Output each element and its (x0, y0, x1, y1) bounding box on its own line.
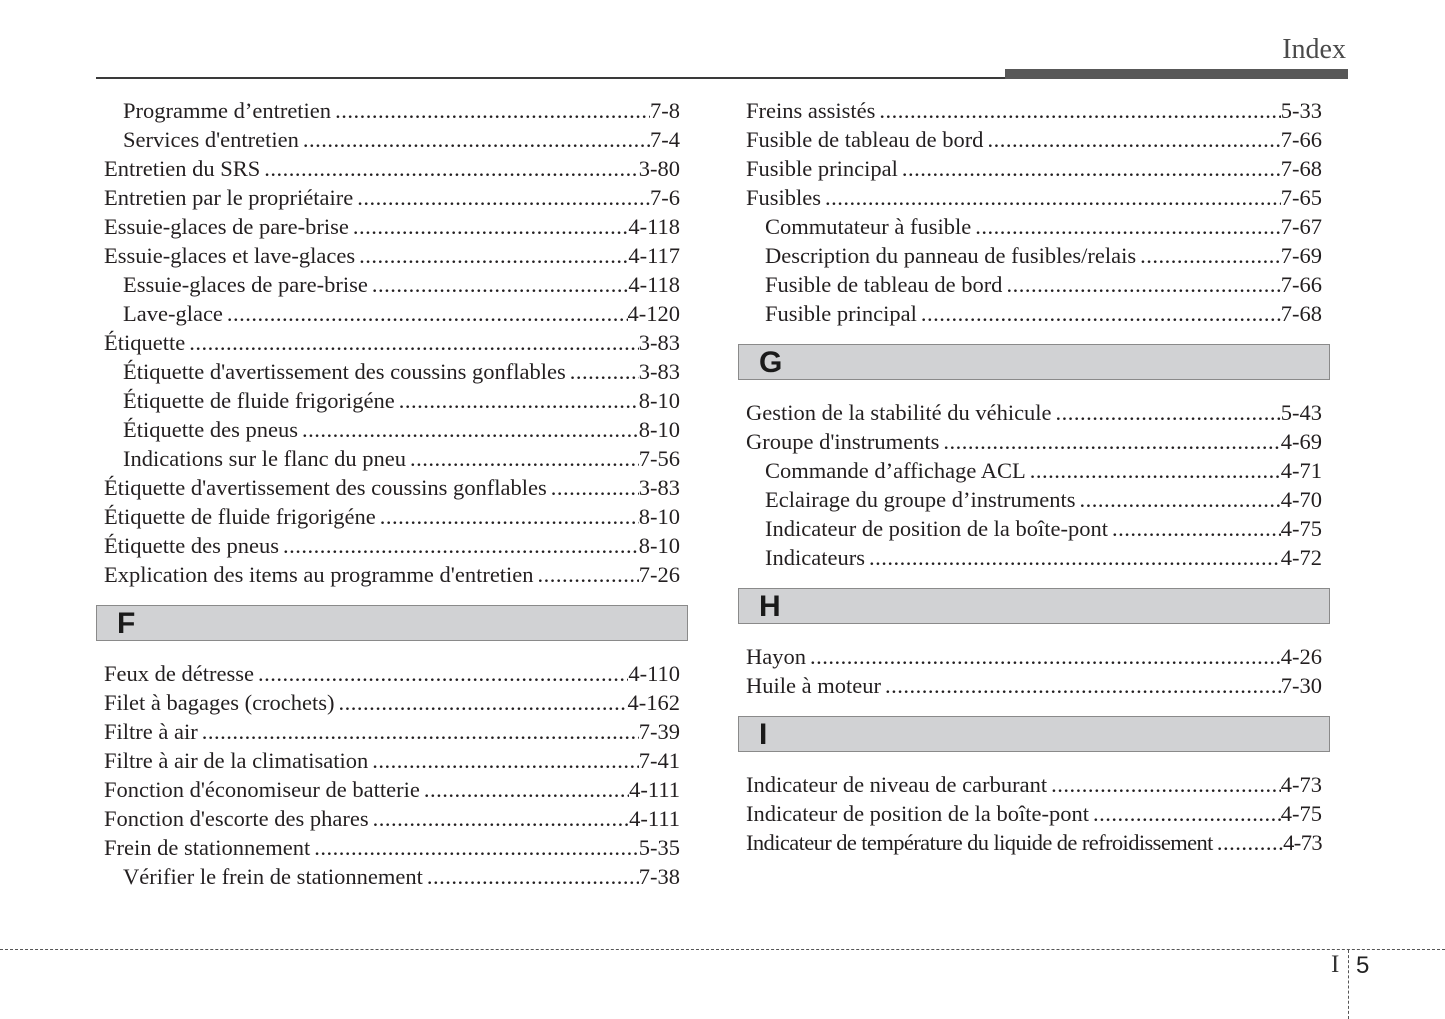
index-entry-page: 7-66 (1280, 127, 1322, 152)
dot-leader (372, 272, 628, 298)
index-entry (738, 516, 1330, 545)
index-entry-label: Fusible principal (765, 301, 917, 326)
index-column-right (738, 98, 1330, 859)
index-entry-label: Gestion de la stabilité du véhicule (746, 400, 1052, 425)
index-entry-page: 5-35 (638, 835, 680, 860)
index-entry-label: Commutateur à fusible (765, 214, 972, 239)
index-entry (738, 156, 1330, 185)
dot-leader (258, 661, 628, 687)
header-accent-bar (1005, 69, 1348, 79)
index-entry-page: 4-73 (1280, 772, 1322, 797)
index-entry (738, 644, 1330, 673)
index-entry-page: 3-80 (638, 156, 680, 181)
index-entry-label: Essuie-glaces de pare-brise (104, 214, 349, 239)
dot-leader (227, 301, 628, 327)
index-entry-page: 7-41 (638, 748, 680, 773)
index-entry-label: Fusible principal (746, 156, 898, 181)
index-entry-label: Fonction d'escorte des phares (104, 806, 369, 831)
index-entry (96, 475, 688, 504)
index-entry-label: Fonction d'économiseur de batterie (104, 777, 420, 802)
index-entry (96, 127, 688, 156)
index-entry (738, 673, 1330, 702)
index-entry-label: Indications sur le flanc du pneu (123, 446, 407, 471)
index-entry (96, 156, 688, 185)
header-rule (96, 77, 1006, 79)
dot-leader (869, 545, 1281, 571)
index-entry-page: 7-4 (650, 127, 680, 152)
index-entry (96, 446, 688, 475)
index-entry-label: Explication des items au programme d'entretien (104, 562, 534, 587)
index-entry (738, 301, 1330, 330)
index-entry-page: 4-162 (627, 690, 680, 715)
dot-leader (902, 156, 1281, 182)
index-entry-label: Essuie-glaces et lave-glaces (104, 243, 356, 268)
dot-leader (1140, 243, 1281, 269)
index-entry-label: Indicateurs (765, 545, 865, 570)
index-entry (738, 272, 1330, 301)
index-entry-page: 3-83 (638, 330, 680, 355)
dot-leader (283, 533, 639, 559)
index-entry (96, 504, 688, 533)
index-entry (96, 806, 688, 835)
section-header-h: H (738, 588, 1330, 624)
index-entry (96, 417, 688, 446)
dot-leader (1030, 458, 1281, 484)
index-entry (96, 835, 688, 864)
index-entry-page: 4-118 (628, 272, 680, 297)
index-entry-page: 4-120 (627, 301, 680, 326)
dot-leader (885, 673, 1281, 699)
dot-leader (314, 835, 639, 861)
index-entry-label: Indicateur de niveau de carburant (746, 772, 1048, 797)
index-entry-label: Groupe d'instruments (746, 429, 940, 454)
dot-leader (399, 388, 639, 414)
index-entry-page: 8-10 (638, 533, 680, 558)
index-entry-label: Entretien par le propriétaire (104, 185, 354, 210)
index-entry-page: 8-10 (638, 504, 680, 529)
index-entry-page: 7-69 (1280, 243, 1322, 268)
dot-leader (189, 330, 639, 356)
index-entry-label: Vérifier le frein de stationnement (123, 864, 423, 889)
dot-leader (1051, 772, 1281, 798)
index-entry-page: 7-67 (1280, 214, 1322, 239)
index-entry-label: Étiquette d'avertissement des coussins gonflables (123, 359, 566, 384)
index-entry-page: 7-39 (638, 719, 680, 744)
index-entry-label: Huile à moteur (746, 673, 881, 698)
footer-vertical-divider (1348, 950, 1349, 1019)
dot-leader (1217, 830, 1283, 856)
index-entry-page: 7-38 (638, 864, 680, 889)
entry-list (96, 661, 688, 893)
index-entry-page: 4-73 (1283, 830, 1322, 855)
dot-leader (410, 446, 639, 472)
dot-leader (303, 127, 650, 153)
page-header-title: Index (1282, 34, 1346, 65)
dot-leader (380, 504, 639, 530)
dot-leader (551, 475, 639, 501)
dot-leader (372, 748, 638, 774)
index-entry (738, 429, 1330, 458)
dot-leader (943, 429, 1280, 455)
index-entry-label: Hayon (746, 644, 806, 669)
index-entry-page: 3-83 (638, 475, 680, 500)
section-header-i: I (738, 716, 1330, 752)
index-entry-page: 4-75 (1280, 516, 1322, 541)
dot-leader (570, 359, 639, 385)
index-entry-label: Description du panneau de fusibles/relais (765, 243, 1137, 268)
index-entry-page: 4-69 (1280, 429, 1322, 454)
index-entry (96, 748, 688, 777)
dot-leader (1056, 400, 1281, 426)
index-entry-label: Freins assistés (746, 98, 876, 123)
index-entry-page: 8-10 (638, 417, 680, 442)
index-entry-page: 7-65 (1280, 185, 1322, 210)
section-header-f: F (96, 605, 688, 641)
index-entry-label: Filtre à air (104, 719, 198, 744)
index-entry (96, 98, 688, 127)
dot-leader (538, 562, 639, 588)
index-entry (96, 562, 688, 591)
index-entry-label: Frein de stationnement (104, 835, 311, 860)
index-entry-page: 8-10 (638, 388, 680, 413)
index-entry (96, 330, 688, 359)
index-entry-page: 4-111 (629, 777, 680, 802)
index-entry-page: 4-111 (629, 806, 680, 831)
index-entry (738, 487, 1330, 516)
index-entry-label: Entretien du SRS (104, 156, 261, 181)
index-entry-label: Étiquette (104, 330, 186, 355)
index-entry-label: Essuie-glaces de pare-brise (123, 272, 368, 297)
index-entry-page: 4-26 (1280, 644, 1322, 669)
index-entry-page: 4-117 (628, 243, 680, 268)
dot-leader (335, 98, 650, 124)
index-entry (96, 864, 688, 893)
index-entry (96, 185, 688, 214)
index-entry (96, 777, 688, 806)
index-entry (96, 661, 688, 690)
index-entry-label: Indicateur de température du liquide de refroidissement (746, 830, 1213, 855)
index-entry (96, 533, 688, 562)
index-entry-page: 7-56 (638, 446, 680, 471)
index-entry-page: 4-110 (628, 661, 680, 686)
index-entry-page: 4-75 (1280, 801, 1322, 826)
index-entry (738, 214, 1330, 243)
dot-leader (202, 719, 639, 745)
entry-list (96, 98, 688, 591)
index-entry-label: Lave-glace (123, 301, 223, 326)
index-entry (738, 127, 1330, 156)
index-entry-label: Étiquette des pneus (123, 417, 298, 442)
index-entry (96, 359, 688, 388)
index-entry-label: Indicateur de position de la boîte-pont (746, 801, 1090, 826)
index-entry-page: 7-68 (1280, 301, 1322, 326)
index-entry-page: 7-26 (638, 562, 680, 587)
index-entry-page: 5-33 (1280, 98, 1322, 123)
dot-leader (1006, 272, 1280, 298)
index-entry-label: Fusibles (746, 185, 822, 210)
index-entry-page: 3-83 (638, 359, 680, 384)
index-entry-label: Filet à bagages (crochets) (104, 690, 335, 715)
index-entry (96, 214, 688, 243)
index-entry (738, 801, 1330, 830)
index-entry (96, 388, 688, 417)
dot-leader (1112, 516, 1281, 542)
dot-leader (339, 690, 628, 716)
index-entry-label: Eclairage du groupe d’instruments (765, 487, 1076, 512)
dot-leader (975, 214, 1281, 240)
index-entry (738, 185, 1330, 214)
index-entry (96, 301, 688, 330)
dot-leader (825, 185, 1281, 211)
index-entry (96, 243, 688, 272)
index-entry-label: Commande d’affichage ACL (765, 458, 1026, 483)
index-entry (738, 545, 1330, 574)
footer-divider (0, 949, 1445, 950)
dot-leader (1093, 801, 1281, 827)
index-entry-label: Programme d’entretien (123, 98, 332, 123)
footer-section-letter: I (1331, 951, 1340, 978)
index-column-left (96, 98, 688, 893)
index-entry-page: 4-72 (1280, 545, 1322, 570)
dot-leader (353, 214, 628, 240)
footer-page-number: 5 (1356, 952, 1370, 979)
index-entry (738, 830, 1330, 859)
index-entry-label: Étiquette des pneus (104, 533, 279, 558)
index-entry-page: 4-70 (1280, 487, 1322, 512)
dot-leader (373, 806, 630, 832)
index-entry-label: Indicateur de position de la boîte-pont (765, 516, 1109, 541)
dot-leader (302, 417, 639, 443)
entry-list (738, 772, 1330, 859)
index-entry-label: Filtre à air de la climatisation (104, 748, 369, 773)
dot-leader (427, 864, 639, 890)
index-entry (96, 690, 688, 719)
index-entry-page: 7-6 (650, 185, 680, 210)
index-entry-page: 4-71 (1280, 458, 1322, 483)
dot-leader (359, 243, 628, 269)
dot-leader (879, 98, 1280, 124)
entry-list (738, 400, 1330, 574)
index-entry-label: Étiquette de fluide frigorigéne (123, 388, 395, 413)
index-entry-label: Feux de détresse (104, 661, 254, 686)
index-entry-label: Fusible de tableau de bord (765, 272, 1003, 297)
index-entry (96, 719, 688, 748)
section-header-g: G (738, 344, 1330, 380)
dot-leader (987, 127, 1280, 153)
index-entry-label: Services d'entretien (123, 127, 299, 152)
index-entry-page: 7-8 (650, 98, 680, 123)
index-entry-page: 7-68 (1280, 156, 1322, 181)
dot-leader (424, 777, 629, 803)
dot-leader (810, 644, 1281, 670)
index-entry (96, 272, 688, 301)
index-entry-page: 5-43 (1280, 400, 1322, 425)
index-entry-page: 4-118 (628, 214, 680, 239)
index-entry-label: Fusible de tableau de bord (746, 127, 984, 152)
index-entry-page: 7-66 (1280, 272, 1322, 297)
dot-leader (357, 185, 650, 211)
index-entry-label: Étiquette d'avertissement des coussins gonflables (104, 475, 547, 500)
index-entry (738, 458, 1330, 487)
index-entry-label: Étiquette de fluide frigorigéne (104, 504, 376, 529)
index-entry (738, 243, 1330, 272)
index-entry-page: 7-30 (1280, 673, 1322, 698)
index-entry (738, 98, 1330, 127)
index-entry (738, 772, 1330, 801)
dot-leader (264, 156, 639, 182)
entry-list (738, 98, 1330, 330)
dot-leader (1080, 487, 1281, 513)
dot-leader (921, 301, 1281, 327)
entry-list (738, 644, 1330, 702)
index-entry (738, 400, 1330, 429)
